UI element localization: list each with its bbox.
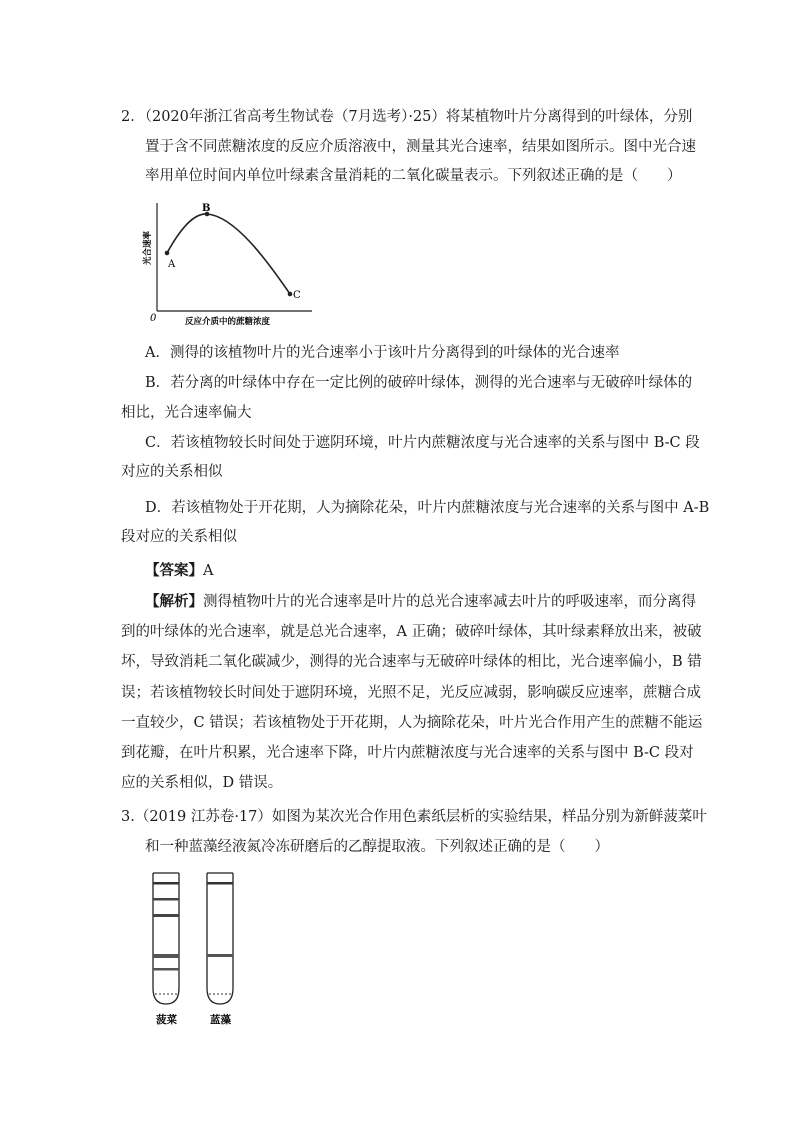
tube-spinach bbox=[153, 873, 179, 1004]
q2-analysis-line-3: 坏，导致消耗二氧化碳减少，测得的光合速率与无破碎叶绿体的相比，光合速率偏小，B 错 bbox=[121, 654, 702, 670]
q2-analysis-line-5: 一直较少，C 错误；若该植物处于开花期，人为摘除花朵，叶片光合作用产生的蔗糖不能运 bbox=[121, 715, 703, 731]
q2-label-b: B bbox=[202, 203, 211, 214]
q2-option-a: A．测得的该植物叶片的光合速率小于该叶片分离得到的叶绿体的光合速率 bbox=[145, 345, 620, 361]
q2-figure bbox=[140, 197, 315, 332]
q2-option-c-line-1: C．若该植物较长时间处于遮阴环境，叶片内蔗糖浓度与光合速率的关系与图中 B-C 段 bbox=[145, 435, 700, 451]
q2-curve bbox=[167, 214, 290, 294]
tube-cyanobacteria bbox=[207, 873, 233, 1004]
q2-point-a bbox=[165, 251, 170, 256]
answer-label: 【答案】 bbox=[145, 562, 203, 579]
q2-option-b-line-2: 相比，光合速率偏大 bbox=[121, 405, 252, 421]
q2-analysis-line-4: 误；若该植物较长时间处于遮阴环境，光照不足，光反应减弱，影响碳反应速率，蔗糖合成 bbox=[121, 685, 701, 701]
q3-stem-line-2: 和一种蓝藻经液氮冷冻研磨后的乙醇提取液。下列叙述正确的是（ ） bbox=[145, 839, 609, 855]
spinach-band-4 bbox=[153, 954, 179, 958]
q2-analysis-line-6: 到花瓣，在叶片积累，光合速率下降，叶片内蔗糖浓度与光合速率的关系与图中 B-C 段对 bbox=[121, 745, 694, 761]
q2-stem-line-3: 率用单位时间内单位叶绿素含量消耗的二氧化碳量表示。下列叙述正确的是（ ） bbox=[145, 168, 682, 184]
analysis-label: 【解析】 bbox=[145, 593, 203, 610]
q3-figure bbox=[145, 868, 255, 1028]
q2-option-b-line-1: B．若分离的叶绿体中存在一定比例的破碎叶绿体，测得的光合速率与无破碎叶绿体的 bbox=[145, 375, 693, 391]
q2-label-c: C bbox=[293, 290, 301, 301]
q2-x-axis-label: 反应介质中的蔗糖浓度 bbox=[185, 317, 271, 327]
spinach-band-2 bbox=[153, 898, 179, 901]
spinach-band-1 bbox=[153, 882, 179, 885]
cyano-band-2 bbox=[207, 954, 233, 957]
q2-option-d-line-2: 段对应的关系相似 bbox=[121, 529, 237, 545]
q2-point-c bbox=[288, 292, 293, 297]
answer-value: A bbox=[203, 563, 214, 579]
tube-cyanobacteria-label: 蓝藻 bbox=[210, 1014, 231, 1026]
q2-stem-line-1: 2．（2020年浙江省高考生物试卷（7月选考）·25）将某植物叶片分离得到的叶绿体，分别 bbox=[121, 109, 693, 125]
cyano-band-1 bbox=[207, 882, 233, 885]
q2-label-a: A bbox=[168, 259, 176, 270]
spinach-band-3 bbox=[153, 914, 179, 917]
q2-stem-line-2: 置于含不同蔗糖浓度的反应介质溶液中，测量其光合速率，结果如图所示。图中光合速 bbox=[145, 139, 696, 155]
q2-origin-label: 0 bbox=[150, 313, 157, 324]
q2-option-c-line-2: 对应的关系相似 bbox=[121, 464, 223, 480]
q2-answer bbox=[145, 561, 213, 581]
q2-analysis-line-1 bbox=[145, 592, 696, 612]
q3-stem-line-1: 3.（2019 江苏卷·17）如图为某次光合作用色素纸层析的实验结果，样品分别为新鲜菠菜叶 bbox=[121, 809, 707, 825]
q2-y-axis-label: 光合速率 bbox=[143, 230, 153, 265]
q2-option-d-line-1: D．若该植物处于开花期，人为摘除花朵，叶片内蔗糖浓度与光合速率的关系与图中 A-B bbox=[145, 500, 710, 516]
q2-analysis-line-7: 应的关系相似，D 错误。 bbox=[121, 775, 283, 791]
tube-spinach-label: 菠菜 bbox=[156, 1014, 177, 1026]
q2-analysis-line-2: 到的叶绿体的光合速率，就是总光合速率，A 正确；破碎叶绿体，其叶绿素释放出来，被破 bbox=[121, 624, 702, 640]
analysis-text-1: 测得植物叶片的光合速率是叶片的总光合速率减去叶片的呼吸速率，而分离得 bbox=[203, 594, 696, 610]
spinach-band-5 bbox=[153, 968, 179, 971]
